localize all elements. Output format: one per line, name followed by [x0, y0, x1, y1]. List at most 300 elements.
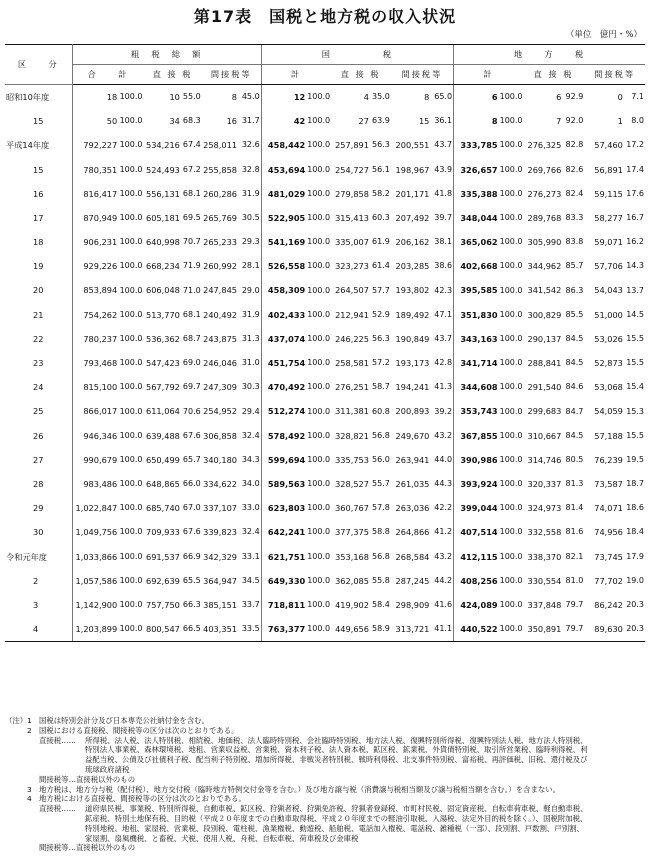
cell-percent: 100.0 — [119, 358, 143, 368]
cell-percent: 100.0 — [499, 116, 523, 126]
cell-amount: 320,337 — [527, 478, 562, 489]
cell-amount: 403,351 — [202, 617, 238, 642]
cell-percent: 15.5 — [626, 333, 644, 343]
cell-percent: 100.0 — [119, 213, 143, 223]
cell-amount: 648,865 — [146, 478, 180, 489]
cell-amount: 470,492 — [261, 375, 306, 399]
cell-percent: 57.7 — [372, 285, 390, 295]
cell-percent: 15.3 — [626, 406, 644, 416]
cell-amount: 522,905 — [261, 206, 306, 230]
cell-amount: 247,845 — [203, 285, 237, 296]
table-row — [5, 133, 645, 157]
cell-amount: 310,667 — [527, 430, 562, 441]
cell-percent: 39.7 — [434, 213, 453, 223]
cell-percent: 43.7 — [434, 140, 453, 150]
table-row — [5, 375, 645, 399]
cell-amount: 57,188 — [594, 430, 623, 441]
cell-amount: 589,563 — [261, 472, 306, 496]
cell-amount: 18 — [106, 91, 118, 102]
cell-percent: 29.0 — [241, 285, 260, 295]
cell-amount: 53,068 — [594, 382, 623, 393]
cell-percent: 100.0 — [499, 527, 523, 537]
cell-amount: 198,967 — [395, 164, 430, 175]
cell-percent: 67.4 — [182, 140, 201, 150]
cell-amount: 53,026 — [594, 333, 623, 344]
cell-percent: 92.0 — [565, 116, 584, 126]
table-row — [5, 109, 645, 133]
cell-amount: 56,891 — [594, 164, 623, 175]
cell-amount: 692,639 — [146, 575, 180, 586]
cell-percent: 100.0 — [307, 600, 331, 610]
cell-percent: 15.5 — [626, 358, 644, 368]
cell-amount: 718,811 — [261, 593, 306, 617]
cell-percent: 38.1 — [434, 237, 453, 247]
cell-percent: 71.0 — [182, 285, 201, 295]
table-row — [5, 569, 645, 593]
cell-amount: 77,702 — [594, 575, 623, 586]
cell-percent: 82.6 — [565, 164, 584, 174]
cell-amount: 300,829 — [527, 309, 562, 320]
row-year: 令和元年度 — [5, 545, 72, 569]
cell-amount: 451,754 — [261, 351, 306, 375]
cell-percent: 56.8 — [372, 430, 390, 440]
cell-amount: 254,727 — [335, 164, 369, 175]
cell-percent: 68.7 — [182, 333, 201, 343]
cell-amount: 291,540 — [527, 382, 562, 393]
cell-percent: 18.4 — [626, 527, 644, 537]
table-row — [5, 158, 645, 182]
cell-percent: 68.1 — [182, 188, 201, 198]
cell-amount: 333,785 — [454, 133, 499, 157]
cell-percent: 31.9 — [241, 309, 260, 319]
note-2-direct-3: 益配当税、公債及び社債利子税、配当利子特別税、増加所得税、非戦災者特別税、戦時利得税、北支事件特別税、富裕税、再評価税、旧税、還付税及び — [85, 755, 588, 765]
cell-amount: 649,330 — [261, 569, 306, 593]
row-year: 27 — [5, 448, 72, 472]
cell-percent: 100.0 — [307, 333, 331, 343]
cell-amount: 458,309 — [261, 279, 306, 303]
cell-amount: 1,203,899 — [72, 617, 118, 642]
cell-amount: 193,173 — [395, 358, 430, 369]
row-year: 22 — [5, 327, 72, 351]
cell-amount: 289,768 — [527, 212, 562, 223]
cell-percent: 100.0 — [119, 527, 143, 537]
cell-percent: 100.0 — [119, 309, 143, 319]
cell-amount: 193,802 — [395, 285, 430, 296]
cell-percent: 32.6 — [241, 140, 260, 150]
cell-percent: 100.0 — [499, 237, 523, 247]
cell-amount: 265,769 — [203, 212, 237, 223]
cell-amount: 763,377 — [261, 617, 306, 642]
cell-percent: 61.9 — [372, 237, 390, 247]
row-year: 昭和10年度 — [5, 85, 72, 110]
cell-amount: 59,115 — [594, 188, 623, 199]
col-header-indirect: 間接税等 — [202, 65, 261, 85]
col-header-direct: 直 接 税 — [143, 65, 201, 85]
direct-label: 直接税…… — [39, 735, 76, 745]
note-2-direct-4: 琉球政府諸税 — [85, 764, 130, 774]
cell-amount: 792,227 — [83, 140, 118, 151]
cell-amount: 194,241 — [395, 382, 430, 393]
cell-percent: 41.3 — [434, 382, 453, 392]
cell-amount: 200,893 — [395, 406, 430, 417]
cell-amount: 335,753 — [335, 454, 369, 465]
cell-amount: 640,998 — [146, 237, 180, 248]
cell-amount: 990,679 — [83, 454, 118, 465]
cell-percent: 65.5 — [182, 575, 201, 585]
table-row — [5, 279, 645, 303]
cell-amount: 1,049,756 — [75, 527, 118, 538]
note-2-indirect: 間接税等…直接税以外のもの — [39, 774, 136, 784]
note-4-direct-2: 鉱産税、特別土地保有税、目的税（平成２０年度までの自動車取得税、平成２０年度までの軽油引取税、入湯税、法定外目的税を除く。）、国税附加税、 — [85, 813, 588, 823]
col-header-indirect: 間接税等 — [391, 65, 454, 85]
cell-amount: 668,234 — [146, 261, 180, 272]
cell-percent: 55.0 — [182, 92, 201, 102]
direct-label: 直接税…… — [39, 804, 76, 814]
row-year: 2 — [5, 569, 72, 593]
cell-amount: 265,233 — [203, 237, 237, 248]
note-4-indirect: 間接税等…直接税以外のもの — [39, 843, 136, 853]
cell-amount: 200,551 — [395, 140, 430, 151]
row-year: 25 — [5, 399, 72, 423]
cell-amount: 341,714 — [454, 351, 499, 375]
cell-percent: 65.0 — [434, 92, 453, 102]
cell-percent: 39.2 — [434, 406, 453, 416]
kubun-header: 区 分 — [5, 45, 72, 85]
cell-amount: 365,062 — [454, 230, 499, 254]
cell-percent: 57.8 — [372, 503, 390, 513]
cell-percent: 58.4 — [372, 600, 390, 610]
cell-amount: 263,941 — [395, 454, 430, 465]
cell-amount: 815,100 — [83, 382, 118, 393]
row-year: 24 — [5, 375, 72, 399]
cell-percent: 100.0 — [307, 188, 331, 198]
cell-percent: 100.0 — [307, 358, 331, 368]
note-4-direct-4: 家屋割、扇風機税、と畜税、犬税、使用人税、舟税、自転車税、荷車税及び金庫税 — [85, 833, 359, 843]
cell-percent: 31.9 — [241, 188, 260, 198]
cell-amount: 261,035 — [395, 478, 430, 489]
cell-percent: 43.2 — [434, 430, 453, 440]
cell-amount: 793,468 — [83, 358, 118, 369]
cell-percent: 30.3 — [241, 382, 260, 392]
cell-amount: 73,587 — [594, 478, 623, 489]
cell-amount: 76,239 — [594, 454, 623, 465]
cell-percent: 100.0 — [307, 140, 331, 150]
cell-amount: 621,751 — [261, 545, 306, 569]
cell-percent: 81.0 — [565, 575, 584, 585]
cell-percent: 84.5 — [565, 430, 584, 440]
cell-amount: 1,057,586 — [75, 575, 118, 586]
cell-amount: 8 — [454, 109, 499, 133]
cell-amount: 54,043 — [594, 285, 623, 296]
cell-amount: 534,216 — [146, 140, 180, 151]
cell-amount: 313,721 — [391, 617, 431, 642]
cell-percent: 100.0 — [119, 261, 143, 271]
cell-amount: 249,670 — [395, 430, 430, 441]
cell-amount: 8 — [424, 91, 430, 102]
cell-percent: 100.0 — [499, 600, 523, 610]
cell-percent: 100.0 — [307, 382, 331, 392]
cell-amount: 89,630 — [584, 617, 624, 642]
row-year: 4 — [5, 617, 72, 642]
row-year: 23 — [5, 351, 72, 375]
cell-percent: 14.5 — [626, 309, 644, 319]
cell-amount: 315,413 — [335, 212, 369, 223]
cell-amount: 353,168 — [335, 551, 369, 562]
table-row — [5, 496, 645, 520]
cell-percent: 83.8 — [565, 237, 584, 247]
cell-percent: 52.9 — [372, 309, 390, 319]
cell-amount: 243,875 — [203, 333, 237, 344]
cell-amount: 402,668 — [454, 254, 499, 278]
cell-percent: 15.4 — [626, 382, 644, 392]
cell-percent: 56.3 — [372, 140, 390, 150]
cell-amount: 536,362 — [146, 333, 180, 344]
cell-amount: 385,151 — [203, 599, 237, 610]
cell-amount: 929,226 — [83, 261, 118, 272]
cell-percent: 14.3 — [626, 261, 644, 271]
cell-amount: 800,547 — [143, 617, 180, 642]
note-3: 地方税は、地方分与税（配付税）、地方交付税（臨時地方特例交付金等を含む。）及び地方譲与税（消費譲与税相当額及び譲与税相当額を含む。）を含まない。 — [39, 784, 561, 794]
col-header-total: 合 計 — [72, 65, 143, 85]
cell-percent: 100.0 — [499, 406, 523, 416]
cell-percent: 100.0 — [499, 333, 523, 343]
cell-amount: 348,044 — [454, 206, 499, 230]
cell-amount: 412,115 — [454, 545, 499, 569]
cell-amount: 395,585 — [454, 279, 499, 303]
table-row — [5, 182, 645, 206]
cell-percent: 44.3 — [434, 479, 453, 489]
cell-percent: 100.0 — [119, 237, 143, 247]
cell-percent: 58.2 — [372, 188, 390, 198]
cell-percent: 20.3 — [624, 617, 645, 642]
cell-amount: 74,956 — [594, 527, 623, 538]
cell-percent: 66.9 — [182, 551, 201, 561]
cell-percent: 41.2 — [434, 527, 453, 537]
cell-amount: 330,554 — [527, 575, 562, 586]
cell-amount: 364,947 — [203, 575, 237, 586]
cell-amount: 311,381 — [335, 406, 369, 417]
cell-percent: 58.8 — [372, 527, 390, 537]
cell-percent: 100.0 — [119, 333, 143, 343]
cell-amount: 866,017 — [83, 406, 118, 417]
cell-percent: 18.7 — [626, 479, 644, 489]
cell-percent: 45.0 — [241, 92, 260, 102]
cell-amount: 362,085 — [335, 575, 369, 586]
cell-percent: 100.0 — [307, 285, 331, 295]
cell-amount: 605,181 — [146, 212, 180, 223]
cell-amount: 353,743 — [454, 399, 499, 423]
note-2-direct-2: 特別法人事業税、森林環境税、地租、営業収益税、営業税、資本利子税、法人資本税、鉱区税、鉱業税、外貨債特別税、取引所営業税、臨時利得税、利 — [85, 745, 588, 755]
cell-amount: 342,329 — [203, 551, 237, 562]
cell-percent: 100.0 — [119, 406, 143, 416]
row-year: 16 — [5, 182, 72, 206]
cell-percent: 43.9 — [434, 164, 453, 174]
cell-amount: 299,683 — [527, 406, 562, 417]
cell-percent: 100.0 — [119, 285, 143, 295]
cell-amount: 399,044 — [454, 496, 499, 520]
cell-amount: 360,767 — [335, 503, 369, 514]
cell-amount: 268,584 — [395, 551, 430, 562]
cell-percent: 63.9 — [372, 116, 390, 126]
cell-percent: 19.5 — [626, 454, 644, 464]
cell-percent: 66.0 — [182, 479, 201, 489]
row-year: 19 — [5, 254, 72, 278]
cell-amount: 541,169 — [261, 230, 306, 254]
col-header-total: 計 — [261, 65, 330, 85]
cell-amount: 50 — [106, 116, 118, 127]
cell-percent: 61.4 — [372, 261, 390, 271]
cell-amount: 7 — [556, 116, 562, 127]
cell-amount: 246,046 — [203, 358, 237, 369]
cell-amount: 685,740 — [146, 503, 180, 514]
cell-amount: 54,059 — [594, 406, 623, 417]
cell-percent: 100.0 — [499, 140, 523, 150]
cell-percent: 100.0 — [307, 575, 331, 585]
cell-amount: 276,325 — [527, 140, 562, 151]
cell-percent: 33.0 — [241, 503, 260, 513]
cell-percent: 67.6 — [182, 527, 201, 537]
table-row — [5, 617, 645, 642]
cell-percent: 7.1 — [631, 92, 644, 102]
cell-amount: 344,962 — [527, 261, 562, 272]
cell-amount: 59,071 — [594, 237, 623, 248]
cell-amount: 190,849 — [395, 333, 430, 344]
cell-amount: 481,029 — [261, 182, 306, 206]
row-year: 3 — [5, 593, 72, 617]
cell-percent: 60.3 — [372, 213, 390, 223]
cell-percent: 100.0 — [499, 261, 523, 271]
table-row — [5, 424, 645, 448]
cell-amount: 34 — [169, 116, 180, 127]
cell-amount: 15 — [418, 116, 430, 127]
row-year: 30 — [5, 520, 72, 544]
cell-amount: 328,821 — [335, 430, 369, 441]
table-row — [5, 327, 645, 351]
note-4-direct-1: 道府県民税、事業税、特別所得税、自動車税、鉱区税、狩猟者税、狩猟免許税、狩猟者登録税、市町村民税、固定資産税、自転車荷車税、軽自動車税、 — [85, 804, 588, 814]
cell-percent: 33.5 — [238, 617, 261, 642]
cell-amount: 276,251 — [335, 382, 369, 393]
cell-amount: 258,581 — [335, 358, 369, 369]
cell-percent: 8.0 — [631, 116, 644, 126]
cell-percent: 82.1 — [565, 551, 584, 561]
cell-percent: 82.8 — [565, 140, 584, 150]
cell-percent: 32.4 — [241, 527, 260, 537]
cell-percent: 17.6 — [626, 188, 644, 198]
cell-amount: 337,848 — [527, 599, 562, 610]
cell-amount: 650,499 — [146, 454, 180, 465]
cell-percent: 66.5 — [181, 617, 202, 642]
cell-percent: 100.0 — [499, 551, 523, 561]
cell-amount: 189,492 — [395, 309, 430, 320]
cell-amount: 567,792 — [146, 382, 180, 393]
cell-amount: 212,941 — [335, 309, 369, 320]
cell-percent: 100.0 — [307, 479, 331, 489]
cell-percent: 100.0 — [499, 479, 523, 489]
col-header-total: 計 — [454, 65, 523, 85]
cell-percent: 100.0 — [499, 285, 523, 295]
notes-section: （注） 1 国税は特別会計分及び日本専売公社納付金を含む。 2 国税における直接税、間接税等の区分は次のとおりである。 直接税…… 所得税、法人税、法人特別税、相続税、地価税、法人臨時特別税、会社臨時特別税、地方法人税、復興特別所得税、復興特別法人税、地方法人特別税、 特別法人事業税、森林環境税、地租、営業収益税、営業税、資本利子税、法人資本税、鉱区税、鉱業税、外貨債特別税、取引所営業税、臨時利得税、利 益配当税、公債及び社債利子税、配当利子特別税、増加所得税、非戦災者特別税、戦時利得税、北支事件特別税、富裕税、再評価税、旧税、還付税及び 琉球政府諸税 間接税等…直接税以外のもの 3 地方税は、地方分与税（配付税）、地方交付税（臨時地方特例交付金等を含む。）及び地方譲与税（消費譲与税相当額及び譲与税相当額を含む。）を含まない。 4 地方税における直接税、間接税等の区分は次のとおりである。 直接税…… 道府県民税、事業税、特別所得税、自動車税、鉱区税、狩猟者税、狩猟免許税、狩猟者登録税、市町村民税、固定資産税、自転車荷車税、軽自動車税、 鉱産税、特別土地保有税、目的税（平成２０年度までの自動車取得税、平成２０年度までの軽油引取税、入湯税、法定外目的税を除く。）、国税附加税、 特別地税、地租、家屋税、営業税、段別税、電柱税、漁業権税、動遊税、船舶税、電話加入権税、電話税、雑種税（一部）、段別割、戸数割、戸別割、 家屋割、扇風機税、と畜税、犬税、使用人税、舟税、自転車税、荷車税及び金庫税 間接税等…直接税以外のもの — [5, 716, 588, 853]
cell-percent: 55.8 — [372, 575, 390, 585]
cell-percent: 100.0 — [307, 92, 331, 102]
cell-percent: 84.5 — [565, 333, 584, 343]
cell-percent: 34.3 — [241, 454, 260, 464]
cell-amount: 290,137 — [527, 333, 562, 344]
cell-percent: 67.2 — [182, 164, 201, 174]
cell-amount: 74,071 — [594, 503, 623, 514]
row-year: 17 — [5, 206, 72, 230]
cell-amount: 408,256 — [454, 569, 499, 593]
cell-amount: 326,657 — [454, 158, 499, 182]
cell-amount: 203,285 — [395, 261, 430, 272]
cell-percent: 100.0 — [499, 188, 523, 198]
cell-amount: 983,486 — [83, 478, 118, 489]
cell-percent: 16.2 — [626, 237, 644, 247]
cell-percent: 17.9 — [626, 551, 644, 561]
cell-amount: 339,823 — [203, 527, 237, 538]
cell-percent: 68.3 — [182, 116, 201, 126]
cell-amount: 906,231 — [83, 237, 118, 248]
cell-percent: 100.0 — [307, 551, 331, 561]
cell-amount: 606,048 — [146, 285, 180, 296]
cell-percent: 44.2 — [434, 575, 453, 585]
cell-amount: 254,952 — [203, 406, 237, 417]
table-row — [5, 254, 645, 278]
cell-amount: 324,973 — [527, 503, 562, 514]
cell-percent: 100.0 — [118, 617, 143, 642]
row-year: 26 — [5, 424, 72, 448]
cell-percent: 17.4 — [626, 164, 644, 174]
cell-amount: 599,694 — [261, 448, 306, 472]
cell-percent: 100.0 — [119, 551, 143, 561]
cell-percent: 70.7 — [182, 237, 201, 247]
cell-amount: 512,274 — [261, 399, 306, 423]
cell-percent: 100.0 — [307, 406, 331, 416]
cell-amount: 260,286 — [203, 188, 237, 199]
cell-percent: 17.2 — [626, 140, 644, 150]
cell-percent: 100.0 — [307, 164, 331, 174]
cell-percent: 100.0 — [119, 116, 143, 126]
note-1: 国税は特別会計分及び日本専売公社納付金を含む。 — [39, 716, 209, 725]
cell-percent: 100.0 — [499, 454, 523, 464]
cell-amount: 255,858 — [203, 164, 237, 175]
cell-percent: 19.0 — [626, 575, 644, 585]
cell-amount: 258,011 — [203, 140, 237, 151]
cell-percent: 100.0 — [307, 261, 331, 271]
cell-amount: 260,992 — [203, 261, 237, 272]
cell-amount: 207,492 — [395, 212, 430, 223]
col-header-indirect: 間接税等 — [584, 65, 645, 85]
table-row — [5, 303, 645, 327]
table-row — [5, 230, 645, 254]
cell-percent: 13.7 — [626, 285, 644, 295]
cell-percent: 56.0 — [372, 454, 390, 464]
cell-percent: 100.0 — [307, 454, 331, 464]
cell-amount: 6 — [556, 91, 562, 102]
cell-percent: 100.0 — [119, 575, 143, 585]
cell-percent: 100.0 — [499, 503, 523, 513]
cell-amount: 42 — [261, 109, 306, 133]
cell-amount: 332,558 — [527, 527, 562, 538]
cell-percent: 34.5 — [241, 575, 260, 585]
row-year: 21 — [5, 303, 72, 327]
cell-percent: 100.0 — [307, 527, 331, 537]
cell-amount: 350,891 — [523, 617, 563, 642]
cell-percent: 100.0 — [307, 430, 331, 440]
cell-percent: 100.0 — [499, 358, 523, 368]
cell-percent: 81.4 — [565, 503, 584, 513]
cell-amount: 314,746 — [527, 454, 562, 465]
cell-percent: 100.0 — [119, 164, 143, 174]
